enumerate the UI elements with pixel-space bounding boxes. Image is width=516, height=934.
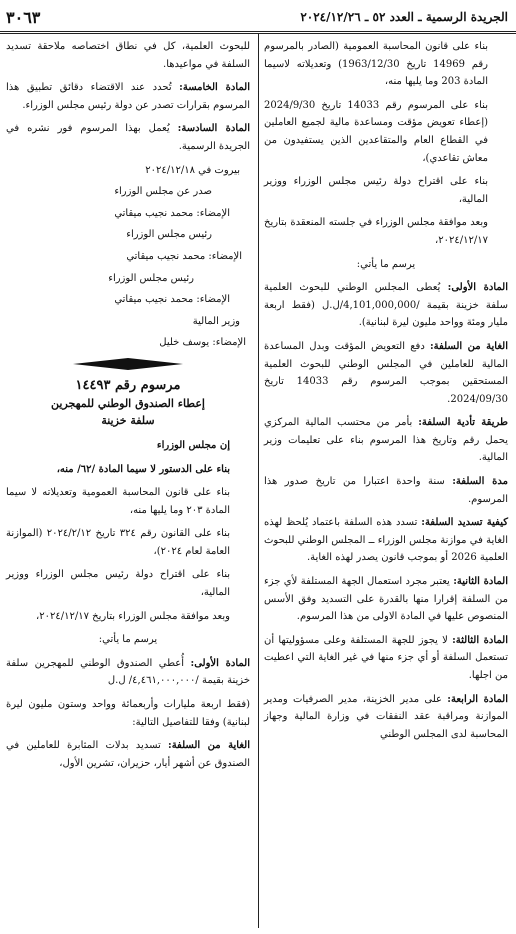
decree-subtitle-2: سلفة خزينة bbox=[101, 413, 155, 427]
article-3-label: المادة الثالثة: bbox=[452, 634, 508, 646]
paragraph-approval: وبعد موافقة مجلس الوزراء في جلسته المنعقدة بتاريخ ٢٠٢٤/١٢/١٧، bbox=[264, 217, 488, 246]
decree-article-1-text: أُعطي الصندوق الوطني للمهجرين سلفة خزينة بقيمة /٤,٤٦١,٠٠٠,٠٠٠/ ل.ل bbox=[6, 657, 250, 687]
paragraph-proposal: بناء على اقتراح دولة رئيس مجلس الوزراء ووزير المالية، bbox=[264, 176, 488, 205]
signature-3: الإمضاء: محمد نجيب ميقاتي bbox=[114, 294, 230, 306]
constitution-clause: بناء على الدستور لا سيما المادة /٦٢/ منه، bbox=[56, 463, 230, 475]
loan-duration-text: سنة واحدة اعتبارا من تاريخ صدور هذا المرسوم. bbox=[264, 476, 508, 505]
decree-loan-purpose-text: تسديد بدلات المثابرة للعاملين في الصندوق عن أشهر أيار، حزيران، تشرين الأول، bbox=[6, 740, 250, 769]
article-2 bbox=[264, 573, 508, 626]
repayment-method bbox=[264, 514, 508, 567]
pm-title-1: رئيس مجلس الوزراء bbox=[126, 229, 212, 241]
amount-in-words: (فقط اربعة مليارات وأربعمائة وواحد وستون مليون ليرة لبنانية) وفقا للتفاصيل التالية: bbox=[6, 699, 250, 728]
decree-article-1-label: المادة الأولى: bbox=[190, 657, 250, 669]
article-6 bbox=[6, 120, 250, 155]
repayment-method-text: تسدد هذه السلفة باعتماد يُلحظ لهذه الغاية في موازنة مجلس الوزراء ــ المجلس الوطني للبحوث العلمية 2026 أو بموجب قانون يصدر لهذه الغاية. bbox=[264, 517, 508, 564]
right-column bbox=[264, 38, 508, 749]
signature-4: الإمضاء: يوسف خليل bbox=[159, 337, 246, 349]
article-1-text: يُعطى المجلس الوطني للبحوث العلمية سلفة خزينة بقيمة /4,101,000,000/ل.ل (فقط اربعة مليار ومئة وواحد مليون ليرة لبنانية). bbox=[264, 282, 508, 329]
article-4-label: المادة الرابعة: bbox=[447, 693, 509, 705]
place-date: بيروت في ٢٠٢٤/١٢/١٨ bbox=[145, 164, 240, 176]
decree-loan-purpose bbox=[6, 737, 250, 772]
loan-purpose-text: دفع التعويض المؤقت وبدل المساعدة المالية للعاملين في المجلس الوطني للبحوث العلمية المستحقين بموجب المرسوم رقم 14033 تاريخ 2024/09/30. bbox=[264, 340, 509, 405]
decree-subtitle-1: إعطاء الصندوق الوطني للمهجرين bbox=[51, 396, 205, 410]
payment-method-text: بأمر من محتسب المالية المركزي يحمل رقم وتاريخ هذا المرسوم بناء على تعليمات وزير المالية. bbox=[264, 417, 508, 464]
decree-phrase-2: يرسم ما يأتي: bbox=[98, 634, 158, 646]
signature-2: الإمضاء: محمد نجيب ميقاتي bbox=[126, 250, 242, 262]
signature-1: الإمضاء: محمد نجيب ميقاتي bbox=[114, 207, 230, 219]
column-divider bbox=[258, 33, 259, 928]
article-5-text: تُحدد عند الاقتضاء دقائق تطبيق هذا المرسوم بقرارات تصدر عن دولة رئيس مجلس الوزراء. bbox=[6, 82, 250, 111]
paragraph-accounting-law: بناء على قانون المحاسبة العمومية (الصادر بالمرسوم رقم 14969 تاريخ 1963/12/30) وتعديلاته لاسيما المادة 203 وما يليها منه، bbox=[264, 41, 488, 88]
article-2-label: المادة الثانية: bbox=[453, 576, 508, 588]
article-4-continued: للبحوث العلمية، كل في نطاق اختصاصه ملاحقة تسديد السلفة في مواعيدها. bbox=[6, 41, 250, 70]
repayment-method-label: كيفية تسديد السلفة: bbox=[421, 517, 508, 529]
article-4 bbox=[264, 691, 508, 744]
section-separator bbox=[6, 358, 250, 370]
article-1-label: المادة الأولى: bbox=[447, 282, 508, 294]
gazette-title: الجريدة الرسمية ـ العدد ٥٢ ـ ٢٠٢٤/١٢/٢٦ bbox=[300, 10, 508, 24]
payment-method-label: طريقة تأدية السلفة: bbox=[418, 417, 508, 429]
left-column bbox=[6, 38, 250, 778]
article-2-text: يعتبر مجرد استعمال الجهة المستلفة لأي جزء من السلفة إقرارا منها بالقدرة على التسديد وفق الأسس المنصوص عليها في المادة الاولى من هذا المرسوم. bbox=[264, 576, 508, 623]
loan-purpose-label: الغاية من السلفة: bbox=[429, 340, 508, 352]
decree-article-1 bbox=[6, 655, 250, 690]
article-4-text: على مدير الخزينة، مدير الصرفيات ومدير الموازنة ومراقبة عقد النفقات في وزارة المالية وجهاز المحاسبة لدى المجلس الوطني bbox=[264, 693, 508, 740]
article-5-label: المادة الخامسة: bbox=[179, 82, 250, 94]
article-6-label: المادة السادسة: bbox=[177, 123, 250, 135]
accounting-law-clause: بناء على قانون المحاسبة العمومية وتعديلاته لا سيما المادة ٢٠٣ وما يليها منه، bbox=[6, 487, 230, 516]
decree-loan-purpose-label: الغاية من السلفة: bbox=[168, 740, 250, 752]
page-header bbox=[0, 6, 516, 34]
loan-duration bbox=[264, 473, 508, 508]
approval-clause: وبعد موافقة مجلس الوزراء بتاريخ ٢٠٢٤/١٢/١٧، bbox=[36, 610, 230, 622]
decree-title: مرسوم رقم ١٤٤٩٣ bbox=[75, 377, 181, 393]
payment-method bbox=[264, 414, 508, 467]
article-3-text: لا يجوز للجهة المستلفة وعلى مسؤوليتها أن تستعمل السلفة أو أي جزء منها في غير الغاية التي اعطيت من اجلها. bbox=[264, 634, 508, 681]
article-1 bbox=[264, 279, 508, 332]
issued-by: صدر عن مجلس الوزراء bbox=[114, 186, 212, 198]
council-intro: إن مجلس الوزراء bbox=[156, 439, 230, 451]
proposal-clause: بناء على اقتراح دولة رئيس مجلس الوزراء ووزير المالية، bbox=[6, 569, 230, 599]
paragraph-decree-14033: بناء على المرسوم رقم 14033 تاريخ 2024/9/30 (إعطاء تعويض مؤقت ومساعدة مالية لجميع العاملين في القطاع العام والمتقاعدين الذين يستفيدون من معاش تقاعدي)، bbox=[264, 99, 488, 164]
loan-purpose bbox=[264, 338, 508, 408]
budget-law-clause: بناء على القانون رقم ٣٢٤ تاريخ ٢٠٢٤/٢/١٢ (الموازنة العامة لعام ٢٠٢٤)، bbox=[6, 528, 230, 557]
finance-minister-title: وزير المالية bbox=[192, 315, 240, 327]
article-5 bbox=[6, 79, 250, 114]
article-3 bbox=[264, 632, 508, 685]
article-6-text: يُعمل بهذا المرسوم فور نشره في الجريدة الرسمية. bbox=[6, 123, 250, 152]
header-rule bbox=[0, 31, 516, 32]
pm-title-2: رئيس مجلس الوزراء bbox=[108, 272, 194, 284]
diamond-separator-icon bbox=[73, 358, 183, 370]
page-number: ٣٠٦٣ bbox=[6, 8, 41, 27]
decree-phrase: يرسم ما يأتي: bbox=[356, 258, 416, 270]
loan-duration-label: مدة السلفة: bbox=[452, 476, 508, 488]
